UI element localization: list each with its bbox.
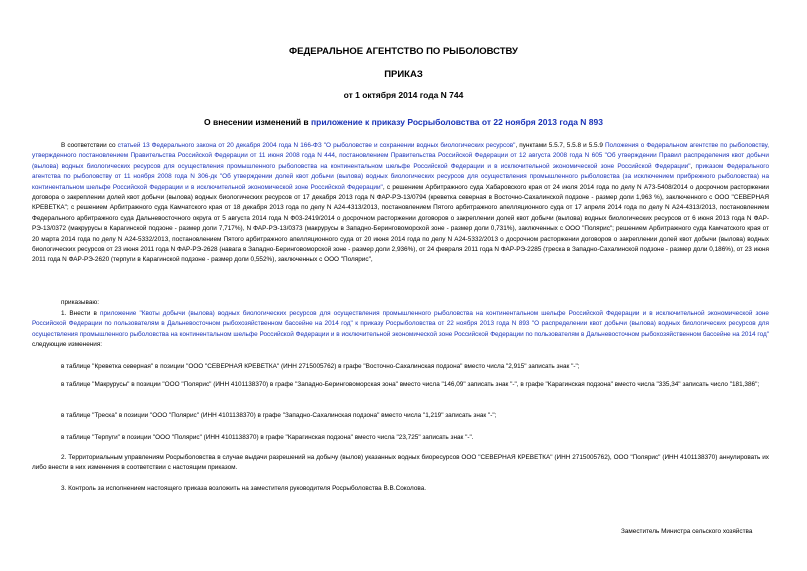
change-paragraph [32, 433, 769, 443]
change-cod: в таблице "Треска" в позиции "ООО "Полярис" (ИНН 4101138370) в графе "Западно-Сахалинская подзона" вместо числа "1,219" записать знак "-"; [61, 412, 497, 419]
document-date-number: от 1 октября 2014 года N 744 [343, 90, 464, 100]
item-3-paragraph [32, 484, 769, 494]
item-1-text-2: следующие изменения: [32, 341, 103, 349]
preamble-text-1: В соответствии со [61, 142, 118, 149]
item-2-text: 2. Территориальным управлениям Росрыболовства в случае выдачи разрешений на добычу (вылов) указанных водных биоресурсов ООО "СЕВЕРНАЯ КРЕВЕТКА" (ИНН 2715005762), ООО "Полярис" (ИНН 4101138370) аннулировать их либо внести в них изменения в соответствии с настоящим приказом. [32, 454, 769, 472]
item-1-text-1: 1. Внести в [61, 310, 101, 317]
preamble-paragraph [32, 141, 769, 266]
agency-title: ФЕДЕРАЛЬНОЕ АГЕНТСТВО ПО РЫБОЛОВСТВУ [289, 46, 518, 57]
government-decree-link[interactable]: постановлением Правительства Российской Федерации от 12 августа 2008 года N 605 "Об утверждении Правил распределения квот добычи (вылова) водных биологических ресурсов для осуществления промышленного рыболовства на континентальном шельфе Российской Федерации и в исключительной экономической зоне Российской Федерации" [32, 152, 770, 170]
preamble-text-2: , пунктами 5.5.7, 5.5.8 и 5.5.9 [515, 142, 605, 149]
subject-link[interactable]: приложение к приказу Росрыболовства от 22 ноября 2013 года N 893 [311, 117, 603, 127]
item-2-paragraph [32, 453, 769, 474]
subject-prefix: О внесении изменений в [204, 117, 311, 127]
law-article-link[interactable]: статьей 13 Федерального закона от 20 декабря 2004 года N 166-ФЗ "О рыболовстве и сохранении водных биологических ресурсов" [117, 142, 516, 149]
change-grenadiers: в таблице "Макрурусы" в позиции "ООО "Полярис" (ИНН 4101138370) в графе "Западно-Беринговоморская зона" вместо числа "146,09" записать знак "-", в графе "Карагинская подзона" вместо числа "335,34" записать число "181,386"; [61, 381, 760, 388]
order-word: приказываю: [61, 299, 99, 306]
item-1-paragraph [32, 309, 769, 351]
change-shrimp: в таблице "Креветка северная" в позиции "ООО "СЕВЕРНАЯ КРЕВЕТКА" (ИНН 2715005762) в графе "Восточно-Сахалинская подзона" вместо числа "2,915" записать знак "-"; [61, 363, 580, 370]
signature-title: Заместитель Министра сельского хозяйства [621, 528, 753, 535]
change-paragraph [32, 411, 769, 421]
document-subject [0, 117, 807, 127]
change-paragraph [32, 362, 769, 372]
agency-order-link[interactable]: приказом Федерального агентства по рыболовству от 11 ноября 2008 года N 306-дк "Об утверждении долей квот добычи (вылова) водных биологических ресурсов для осуществления промышленного рыболовства (за исключением прибрежного рыболовства) на континентальном шельфе Российской Федерации и в исключительной экономической зоне Российской Федерации" [32, 162, 769, 191]
agency-regulation-link[interactable]: Положения о Федеральном агентстве по рыболовству, утвержденного постановлением Правительства Российской Федерации от 11 июня 2008 года N 444 [32, 142, 769, 160]
preamble-text-5: , с решением Арбитражного суда Хабаровского края от 24 июля 2014 года по делу N А73-5408/2014 о досрочном расторжении договора о закреплении долей квот добычи (вылова) водных биологических ресурсов от 17 декабря 2013 года N ФАР-РЭ-13/0794 (креветка северная в Восточно-Сахалинской подзоне - размер доли 1,963 %), заключенного с ООО "СЕВЕРНАЯ КРЕВЕТКА"; с решением Арбитражного суда Камчатского края от 18 декабря 2013 года по делу N А24-4313/2013, постановлением Пятого арбитражного апелляционного суда от 17 апреля 2014 года по делу N А24-4313/2013, постановлением Федерального арбитражного суда Дальневосточного округа от 5 августа 2014 года N Ф03-2419/2014 о досрочном расторжении договоров о закреплении долей квот добычи (вылова) водных биологических ресурсов от 6 июня 2013 года N ФАР-РЭ-13/0372 (макрурусы в Карагинской подзоне - размер доли 7,717%), N ФАР-РЭ-13/0373 (макрурусы в Западно-Беринговоморской зоне - размер доли 0,731%), заключенных с ООО "Полярис"; решением Арбитражного суда Камчатского края от 20 марта 2014 года по делу N А24-5332/2013, постановлением Пятого арбитражного апелляционного суда от 20 июня 2014 года по делу N А24-5332/2013 о досрочном расторжении договоров о закреплении долей квот добычи (вылова) водных биологических ресурсов от 23 июня 2011 года N ФАР-РЭ-2628 (навага в Западно-Беринговоморской зоне - размер доли 2,936%), от 24 февраля 2011 года N ФАР-РЭ-2285 (треска в Западно-Сахалинской подзоне - размер доли 0,186%), от 23 июня 2011 года N ФАР-РЭ-2620 (терпуги в Карагинской подзоне - размер доли 0,552%), заключенных с ООО "Полярис", [32, 183, 769, 264]
document-type: ПРИКАЗ [384, 69, 423, 80]
preamble-text-3: , [334, 152, 340, 160]
change-paragraph [32, 380, 769, 390]
order-word-paragraph [32, 298, 769, 308]
change-greenling: в таблице "Терпуги" в позиции "ООО "Полярис" (ИНН 4101138370) в графе "Карагинская подзона" вместо числа "23,725" записать знак "-". [61, 434, 474, 441]
preamble-text-4: , [690, 162, 696, 170]
item-3-text: 3. Контроль за исполнением настоящего приказа возложить на заместителя руководителя Росрыболовства В.В.Соколова. [61, 485, 427, 492]
appendix-link[interactable]: приложение "Квоты добычи (вылова) водных биологических ресурсов для осуществления промышленного рыболовства на континентальном шельфе Российской Федерации и в исключительной экономической зоне Российской Федерации по пользователям в Дальневосточном рыбохозяйственном бассейне на 2014 год" к приказу Росрыболовства от 22 ноября 2013 года N 893 "О распределении квот добычи (вылова) водных биологических ресурсов для осуществления промышленного рыболовства на континентальном шельфе Российской Федерации и в исключительной экономической зоне Российской Федерации по пользователям в Дальневосточном рыбохозяйственном бассейне на 2014 год" [32, 310, 769, 338]
